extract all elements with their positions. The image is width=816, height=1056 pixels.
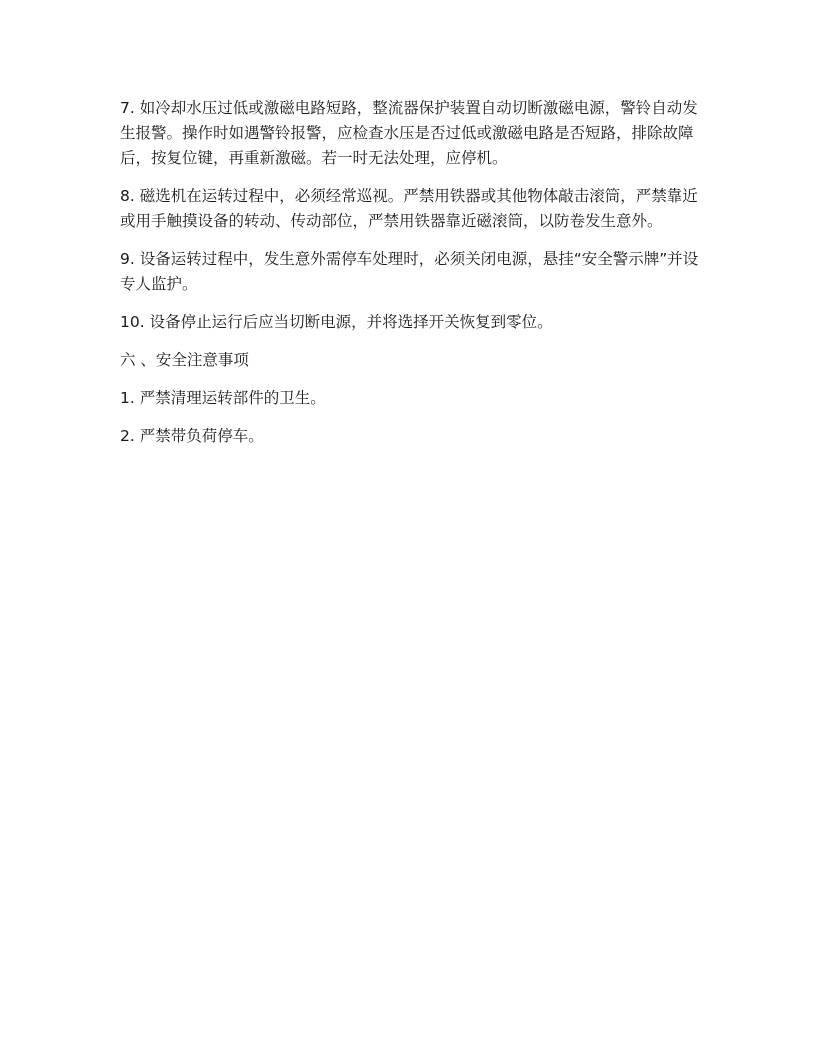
safety-item-1: 1. 严禁清理运转部件的卫生。 xyxy=(120,389,326,407)
paragraph-item-8: 8. 磁选机在运转过程中，必须经常巡视。严禁用铁器或其他物体敲击滚筒，严禁靠近或用手触摸设备的转动、传动部位，严禁用铁器靠近磁滚筒，以防卷发生意外。 xyxy=(120,187,698,230)
paragraph-item-7: 7. 如冷却水压过低或激磁电路短路，整流器保护装置自动切断激磁电源，警铃自动发生报警。操作时如遇警铃报警，应检查水压是否过低或激磁电路是否短路，排除故障后，按复位键，再重新激磁。若一时无法处理，应停机。 xyxy=(120,99,698,167)
document-body xyxy=(120,96,700,462)
paragraph-item-10: 10. 设备停止运行后应当切断电源，并将选择开关恢复到零位。 xyxy=(120,313,553,331)
safety-item-2: 2. 严禁带负荷停车。 xyxy=(120,427,264,445)
section-heading-safety: 六 、安全注意事项 xyxy=(120,351,249,369)
paragraph-item-9: 9. 设备运转过程中，发生意外需停车处理时，必须关闭电源，悬挂“安全警示牌”并设专人监护。 xyxy=(120,250,699,293)
